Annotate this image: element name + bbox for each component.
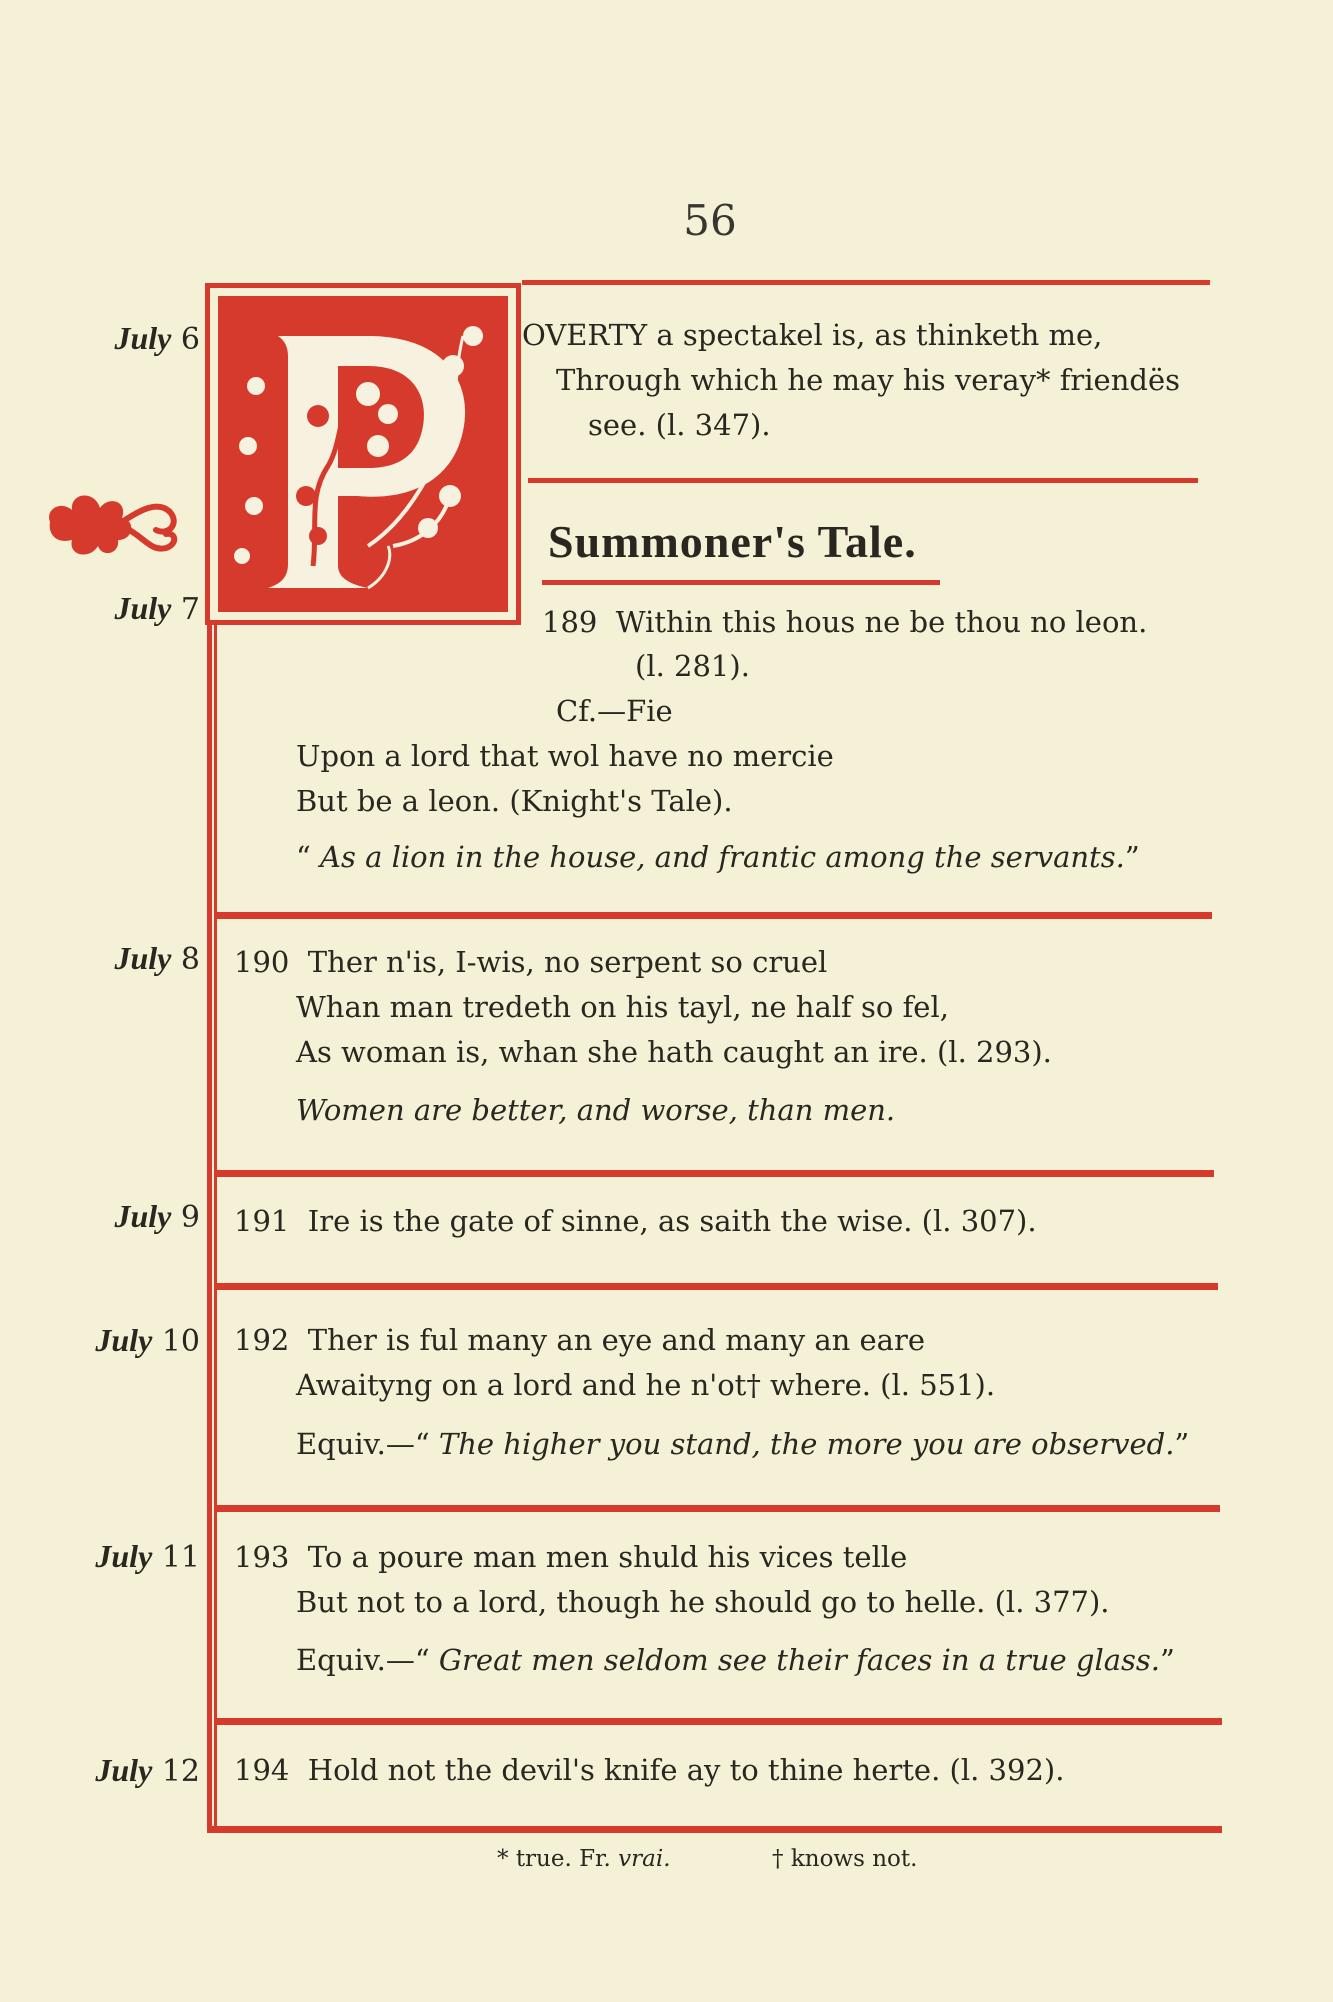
initial-p-illumination: [218, 296, 508, 612]
divider: [214, 1718, 1222, 1725]
entry-189-line-5: But be a leon. (Knight's Tale).: [296, 784, 733, 818]
divider: [214, 1170, 1214, 1177]
entry-192: 192 Ther is ful many an eye and many an eare: [234, 1323, 925, 1357]
date-july-10: July 10: [95, 1322, 200, 1359]
entry-190: 190 Ther n'is, I-wis, no serpent so cruel: [234, 945, 828, 979]
leaf-ornament-icon: [40, 470, 190, 560]
date-july-8: July 8: [114, 940, 200, 977]
entry-192-equiv: Equiv.—“ The higher you stand, the more you are observed.”: [296, 1427, 1190, 1461]
date-july-9: July 9: [114, 1198, 200, 1235]
date-july-7: July 7: [114, 590, 200, 627]
rule: [528, 478, 1198, 483]
entry-191: 191 Ire is the gate of sinne, as saith the wise. (l. 307).: [234, 1204, 1037, 1238]
date-july-12: July 12: [95, 1752, 200, 1789]
entry-193-line-2: But not to a lord, though he should go to helle. (l. 377).: [296, 1585, 1110, 1619]
footnote-1: * true. Fr. vrai.: [497, 1846, 671, 1872]
frame-left-inner: [214, 625, 217, 1833]
footnote-2: † knows not.: [772, 1846, 918, 1872]
entry-189-gloss: “ As a lion in the house, and frantic among the servants.”: [296, 840, 1140, 874]
entry-194: 194 Hold not the devil's knife ay to thine herte. (l. 392).: [234, 1753, 1065, 1787]
divider: [214, 912, 1212, 919]
poverty-line-3: see. (l. 347).: [588, 408, 771, 442]
entry-192-line-2: Awaityng on a lord and he n'ot† where. (l. 551).: [296, 1368, 996, 1402]
entry-189-line-3: Cf.—Fie: [556, 694, 673, 728]
divider: [214, 1505, 1220, 1512]
bottom-rule: [210, 1826, 1222, 1833]
poverty-line-2: Through which he may his veray* friendës: [556, 363, 1181, 397]
section-title: Summoner's Tale.: [548, 516, 917, 567]
entry-193-equiv: Equiv.—“ Great men seldom see their faces in a true glass.”: [296, 1643, 1175, 1677]
entry-189-line-2: (l. 281).: [635, 649, 750, 683]
title-underline: [542, 580, 940, 585]
divider: [214, 1283, 1218, 1290]
poverty-line-1: OVERTY a spectakel is, as thinketh me,: [522, 318, 1103, 352]
date-july-6: July 6: [114, 320, 200, 357]
entry-190-gloss: Women are better, and worse, than men.: [296, 1093, 896, 1127]
date-july-11: July 11: [95, 1538, 200, 1575]
entry-193: 193 To a poure man men shuld his vices telle: [234, 1540, 908, 1574]
entry-189: 189 Within this hous ne be thou no leon.: [542, 605, 1148, 639]
rule: [522, 280, 1210, 285]
frame-left: [207, 625, 212, 1833]
initial-p-icon: [218, 296, 508, 612]
page-number: 56: [683, 196, 737, 245]
entry-189-line-4: Upon a lord that wol have no mercie: [296, 739, 834, 773]
entry-190-line-3: As woman is, whan she hath caught an ire. (l. 293).: [296, 1035, 1052, 1069]
entry-190-line-2: Whan man tredeth on his tayl, ne half so fel,: [296, 990, 949, 1024]
